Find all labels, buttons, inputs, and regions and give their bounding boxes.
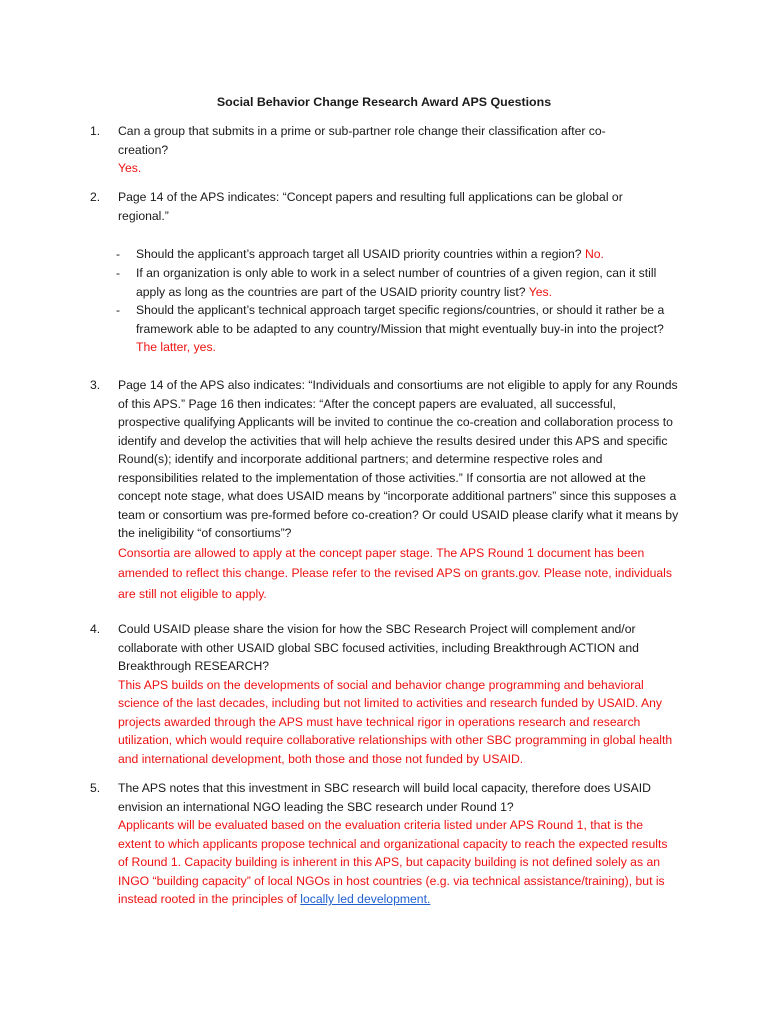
question-5 bbox=[90, 779, 690, 909]
locally-led-development-link[interactable]: locally led development. bbox=[300, 892, 431, 906]
document-title: Social Behavior Change Research Award APS Questions bbox=[216, 95, 552, 109]
answer-text: No. bbox=[584, 247, 604, 261]
subitem-text: If an organization is only able to work in a select number of countries of a given region, can it still apply as long as the countries are part of the USAID priority country list? bbox=[136, 266, 657, 299]
answer-text: Yes. bbox=[528, 284, 552, 299]
bullet-dash: - bbox=[116, 247, 121, 261]
subitem-2c bbox=[116, 301, 686, 357]
answer-text: Yes. bbox=[118, 161, 142, 175]
question-text: The APS notes that this investment in SBC research will build local capacity, therefore does USAID envision an international NGO leading the SBC research under Round 1? bbox=[118, 781, 651, 814]
subitem-2a bbox=[116, 245, 686, 264]
question-text: Could USAID please share the vision for how the SBC Research Project will complement and/or collaborate with other USAID global SBC focused activities, including Breakthrough ACTION and Breakthrough RESEARCH? bbox=[118, 622, 639, 673]
bullet-dash: - bbox=[116, 303, 121, 317]
question-text: Page 14 of the APS indicates: “Concept papers and resulting full applications can be global or regional.” bbox=[118, 190, 623, 223]
subitem-2b bbox=[116, 264, 686, 301]
question-text: Can a group that submits in a prime or sub-partner role change their classification after co-creation? bbox=[118, 124, 606, 157]
question-number: 3. bbox=[90, 378, 101, 392]
answer-text: Applicants will be evaluated based on the evaluation criteria listed under APS Round 1, that is the extent to which applicants propose technical and organizational capacity to reach the expected results of Round 1. Capacity building is inherent in this APS, but capacity building is not defined solely as an INGO “building capacity” of local NGOs in host countries (e.g. via technical assistance/training), but is instead rooted in the principles of bbox=[118, 818, 668, 906]
question-3 bbox=[90, 376, 690, 604]
answer-block bbox=[118, 816, 670, 909]
question-4 bbox=[90, 620, 690, 768]
question-number: 1. bbox=[90, 124, 101, 138]
question-1 bbox=[90, 122, 690, 178]
question-number: 4. bbox=[90, 622, 101, 636]
answer-text: This APS builds on the developments of social and behavior change programming and behavioral science of the last decades, including but not limited to activities and research funded by USAID. Any projects awarded through the APS must have technical rigor in operations research and research utilization, which would require collaborative relationships with other SBC programming in global health and international development, both those and those not funded by USAID. bbox=[118, 677, 673, 766]
bullet-dash: - bbox=[116, 266, 121, 280]
answer-text: The latter, yes. bbox=[136, 340, 216, 354]
question-text: Page 14 of the APS also indicates: “Individuals and consortiums are not eligible to apply for any Rounds of this APS.” Page 16 then indicates: “After the concept papers are evaluated, all successful, prospective qualifying Applicants will be invited to continue the co-creation and collaboration process to identify and develop the activities that will help achieve the results desired under this APS and specific Round(s); identify and incorporate additional partners; and determine respective roles and responsibilities related to the implementation of those activities.” If consortia are not allowed at the concept note stage, what does USAID means by “incorporate additional partners” since this supposes a team or consortium was pre-formed before co-creation? Or could USAID please clarify what it means by the ineligibility “of consortiums”? bbox=[118, 378, 679, 540]
question-number: 2. bbox=[90, 190, 101, 204]
question-2 bbox=[90, 188, 690, 225]
subitem-text: Should the applicant’s approach target all USAID priority countries within a region? bbox=[136, 247, 582, 261]
question-number: 5. bbox=[90, 781, 101, 795]
answer-text: Consortia are allowed to apply at the concept paper stage. The APS Round 1 document has been amended to reflect this change. Please refer to the revised APS on grants.gov. Please note, individuals are still not eligible to apply. bbox=[118, 545, 672, 601]
subitem-text: Should the applicant’s technical approach target specific regions/countries, or should it rather be a framework able to be adapted to any country/Mission that might eventually buy-in into the project? bbox=[136, 303, 665, 336]
